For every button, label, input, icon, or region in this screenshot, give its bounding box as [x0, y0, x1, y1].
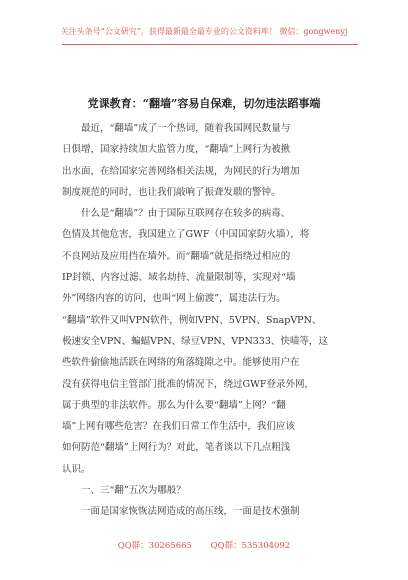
- body-line: 认识。: [62, 463, 91, 475]
- footer: [0, 539, 408, 551]
- body-line: 外”网络内容的访问，也叫“网上偷渡”，属违法行为。: [62, 293, 286, 305]
- body-line: 极速安全VPN、蝙蝠VPN、绿豆VPN、VPN333、快喵等，这: [62, 335, 328, 347]
- body-line: 不良网站及应用挡在墙外。而“翻墙”就是指绕过相应的: [62, 250, 291, 262]
- body-line: 些软件偷偷地活跃在网络的角落缝隙之中。能够使用户在: [62, 357, 300, 369]
- body-line: 一、三“翻”五次为哪般？: [62, 485, 186, 497]
- header-banner: 关注头条号“公文研究”，获得最新最全最专业的公文资料库！ 微信：gongwenyj: [60, 27, 348, 36]
- document-title: 党课教育：“翻墙”容易自保难，切勿违法蹈事端: [87, 97, 321, 110]
- body-line: 最近，“翻墙”成了一个热词，随着我国网民数量与: [62, 123, 291, 134]
- body-line: 什么是“翻墙”？由于国际互联网存在较多的病毒、: [62, 208, 291, 220]
- body-line: 墙”上网有哪些危害？在我们日常工作生活中，我们应该: [62, 421, 295, 433]
- body-line: 色情及其他危害，我国建立了GWF（中国国家防火墙），将: [62, 229, 310, 241]
- body-line: 日俱增，国家持续加大监管力度，“翻墙”上网行为被揪: [62, 144, 291, 156]
- body-line: 制度规范的同时，也让我们敲响了振聋发聩的警钟。: [62, 186, 281, 198]
- body-line: 没有获得电信主管部门批准的情况下，绕过GWF登录外网，: [62, 378, 314, 390]
- document-body: [62, 118, 358, 523]
- body-line: “翻墙”软件又叫VPN软件，例如VPN、5VPN、SnapVPN、: [62, 314, 322, 326]
- body-line: IP封锁、内容过滤、域名劫持、流量限制等，实现对“墙: [62, 272, 296, 284]
- body-line: 一面是国家恢恢法网造成的高压线，一面是技术强制: [62, 506, 300, 518]
- header-divider: [62, 44, 358, 45]
- footer-qq-group-1: QQ群：30265665: [117, 541, 192, 551]
- body-line: 属于典型的非法软件。那么为什么要“翻墙”上网？“翻: [62, 399, 286, 411]
- body-line: 如何防范“翻墙”上网行为？对此，笔者谈以下几点粗浅: [62, 442, 291, 454]
- body-line: 出水面，在给国家完善网络相关法规，为网民的行为增加: [62, 165, 300, 177]
- footer-qq-group-2: QQ群：535304092: [210, 541, 291, 551]
